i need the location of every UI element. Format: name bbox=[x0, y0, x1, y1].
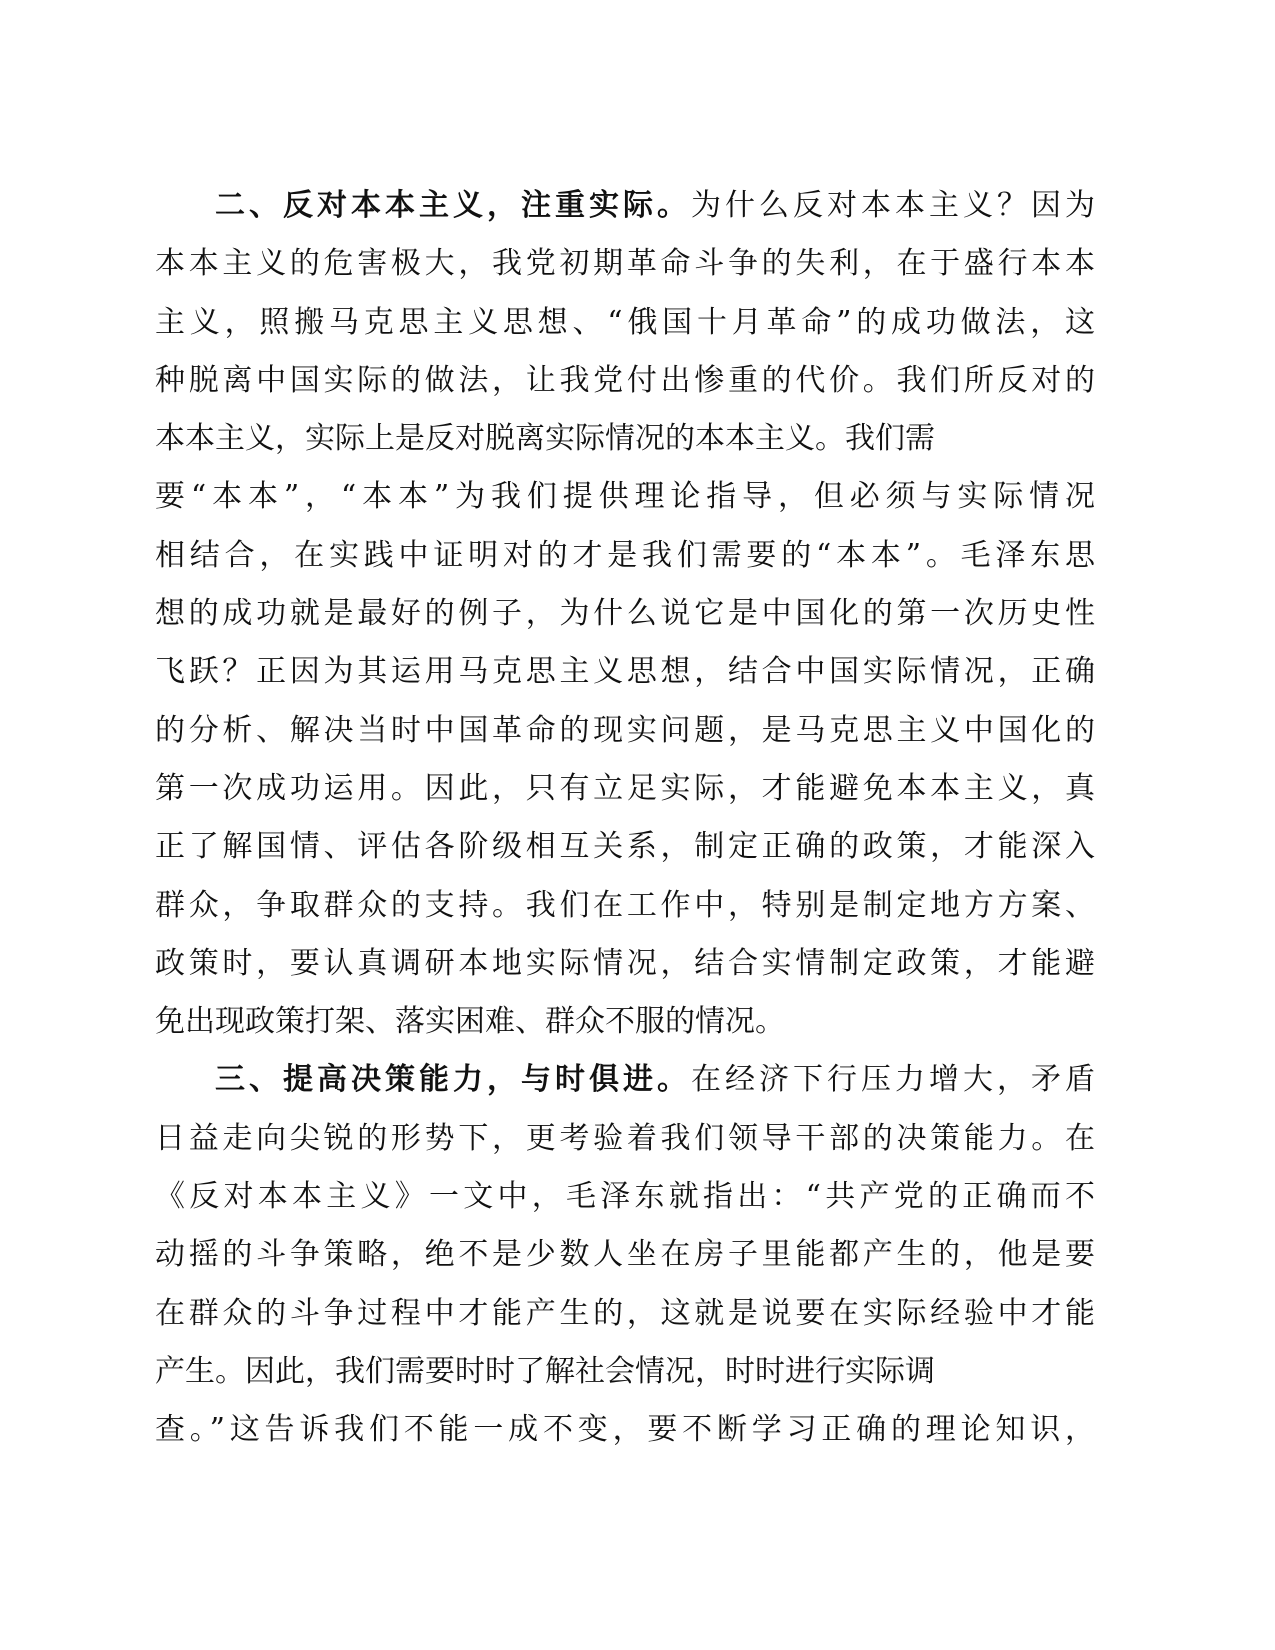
paragraph-line: 《反对本本主义》一文中，毛泽东就指出：“共产党的正确而不 bbox=[155, 1179, 1095, 1215]
paragraph-line: 要“本本”，“本本”为我们提供理论指导，但必须与实际情况 bbox=[155, 479, 1095, 515]
paragraph-line: 正了解国情、评估各阶级相互关系，制定正确的政策，才能深入 bbox=[155, 829, 1095, 865]
paragraph-text: 在经济下行压力增大，矛盾 bbox=[691, 1062, 1095, 1098]
document-body bbox=[155, 177, 1095, 1460]
paragraph-line: 政策时，要认真调研本地实际情况，结合实情制定政策，才能避 bbox=[155, 945, 1095, 981]
paragraph-line: 相结合，在实践中证明对的才是我们需要的“本本”。毛泽东思 bbox=[155, 537, 1095, 573]
section-3-heading: 三、提高决策能力，与时俱进。 bbox=[215, 1062, 691, 1098]
paragraph-line: 群众，争取群众的支持。我们在工作中，特别是制定地方方案、 bbox=[155, 887, 1095, 923]
paragraph-line: 在群众的斗争过程中才能产生的，这就是说要在实际经验中才能 bbox=[155, 1295, 1095, 1331]
paragraph-line: 想的成功就是最好的例子，为什么说它是中国化的第一次历史性 bbox=[155, 596, 1095, 632]
section-2-first-line bbox=[155, 177, 1095, 235]
paragraph-line: 查。”这告诉我们不能一成不变，要不断学习正确的理论知识， bbox=[155, 1412, 1095, 1448]
paragraph-line: 本本主义的危害极大，我党初期革命斗争的失利，在于盛行本本 bbox=[155, 246, 1095, 282]
paragraph-line: 产生。因此，我们需要时时了解社会情况，时时进行实际调 bbox=[155, 1353, 935, 1389]
section-2-heading: 二、反对本本主义，注重实际。 bbox=[215, 188, 691, 223]
paragraph-text: 为什么反对本本主义？因为 bbox=[691, 188, 1095, 223]
paragraph-line: 动摇的斗争策略，绝不是少数人坐在房子里能都产生的，他是要 bbox=[155, 1237, 1095, 1273]
paragraph-line: 第一次成功运用。因此，只有立足实际，才能避免本本主义，真 bbox=[155, 770, 1095, 806]
paragraph-line: 种脱离中国实际的做法，让我党付出惨重的代价。我们所反对的 bbox=[155, 362, 1095, 398]
paragraph-line: 主义，照搬马克思主义思想、“俄国十月革命”的成功做法，这 bbox=[155, 304, 1095, 340]
paragraph-line: 飞跃？正因为其运用马克思主义思想，结合中国实际情况，正确 bbox=[155, 654, 1095, 690]
section-3-first-line bbox=[155, 1051, 1095, 1109]
paragraph-line: 日益走向尖锐的形势下，更考验着我们领导干部的决策能力。在 bbox=[155, 1120, 1095, 1156]
paragraph-line: 本本主义，实际上是反对脱离实际情况的本本主义。我们需 bbox=[155, 421, 935, 457]
paragraph-line: 免出现政策打架、落实困难、群众不服的情况。 bbox=[155, 1004, 785, 1040]
paragraph-line: 的分析、解决当时中国革命的现实问题，是马克思主义中国化的 bbox=[155, 712, 1095, 748]
